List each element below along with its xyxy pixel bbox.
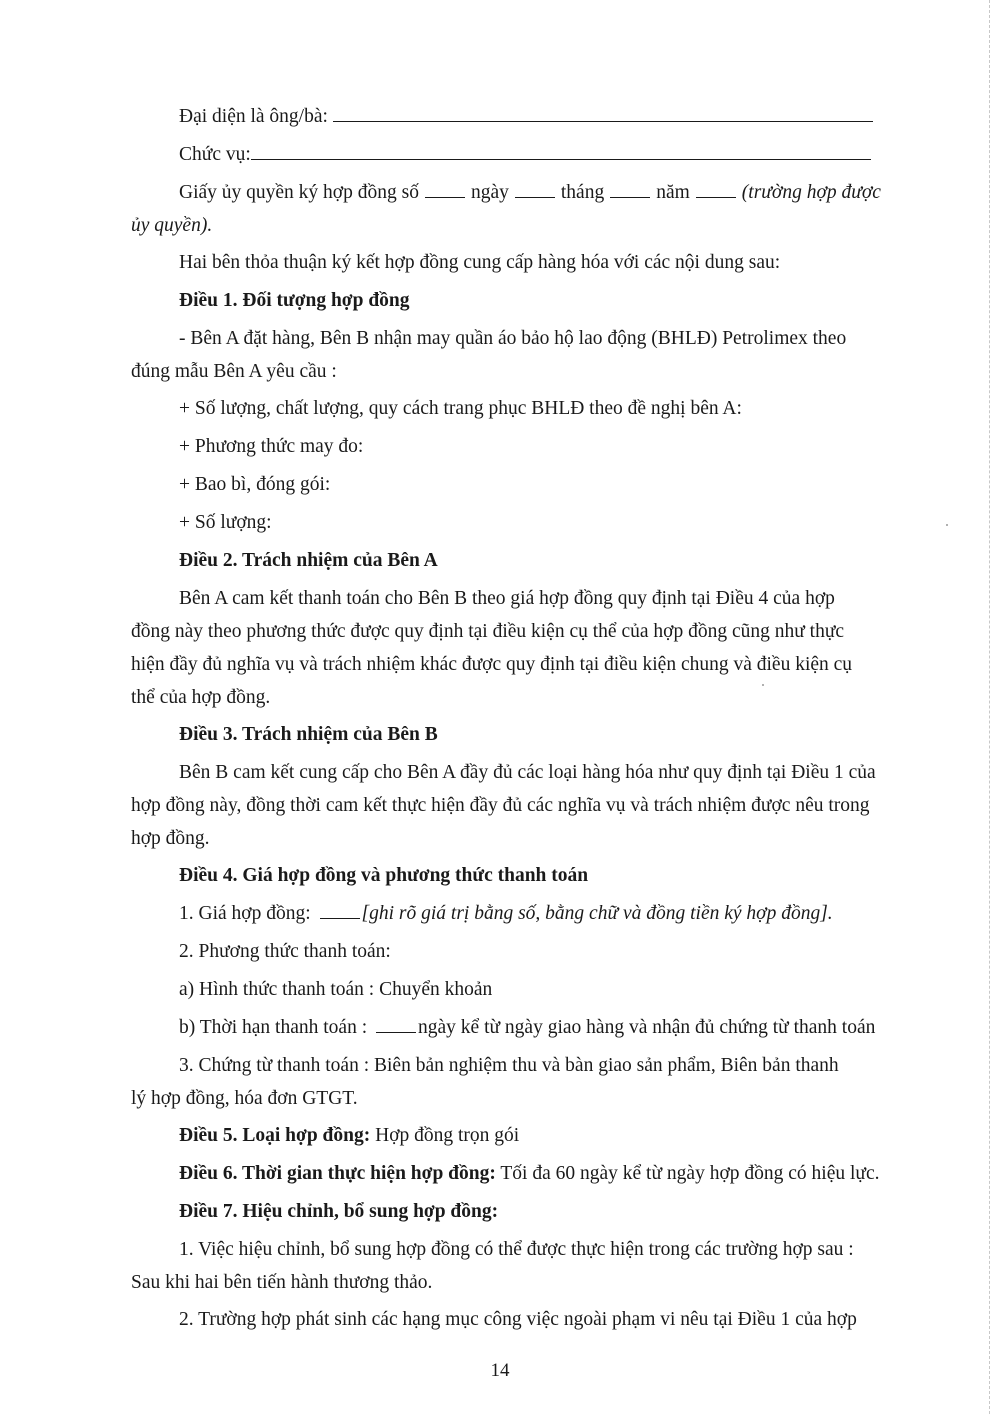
authorization-year-blank: [696, 196, 736, 198]
article-4-price-line: 1. Giá hợp đồng: [ghi rõ giá trị bằng số, bằng chữ và đồng tiền ký hợp đồng].: [179, 903, 833, 924]
scan-speck: [946, 524, 948, 526]
article-4-method-b: b) Thời hạn thanh toán : ngày kể từ ngày giao hàng và nhận đủ chứng từ thanh toán: [179, 1017, 876, 1038]
article-4-method-a: a) Hình thức thanh toán : Chuyển khoản: [179, 979, 493, 1000]
article-7-item-2: 2. Trường hợp phát sinh các hạng mục công việc ngoài phạm vi nêu tại Điều 1 của hợp: [179, 1309, 857, 1330]
article-1-title: Điều 1. Đối tượng hợp đồng: [179, 290, 410, 311]
representative-fill-line: [333, 120, 873, 122]
authorization-month-blank: [610, 196, 650, 198]
authorization-day-blank: [515, 196, 555, 198]
article-2-title: Điều 2. Trách nhiệm của Bên A: [179, 550, 438, 571]
authorization-paragraph: Giấy ủy quyền ký hợp đồng số ngày tháng năm (trường hợp được ủy quyền).: [131, 182, 881, 236]
article-7-item-1: 1. Việc hiệu chỉnh, bổ sung hợp đồng có thể được thực hiện trong các trường hợp sau : Sau khi hai bên tiến hành thương thảo.: [131, 1239, 854, 1293]
article-2-paragraph: Bên A cam kết thanh toán cho Bên B theo giá hợp đồng quy định tại Điều 4 của hợp đồng này theo phương thức được quy định tại điều kiện cụ thể của hợp đồng cũng như thực hiện đầy đủ nghĩa vụ và trách nhiệm khác được quy định tại điều kiện chung và điều kiện cụ thể của hợp đồng.: [131, 588, 853, 708]
authorization-number-blank: [425, 196, 465, 198]
document-body: [131, 100, 921, 1341]
position-line: Chức vụ:: [131, 138, 921, 172]
representative-line: Đại diện là ông/bà:: [131, 100, 921, 134]
article-1-item: + Phương thức may đo:: [179, 436, 364, 457]
article-6-line: Điều 6. Thời gian thực hiện hợp đồng: Tối đa 60 ngày kể từ ngày hợp đồng có hiệu lực.: [179, 1163, 880, 1184]
article-1-item: + Số lượng:: [179, 512, 272, 533]
article-3-paragraph: Bên B cam kết cung cấp cho Bên A đầy đủ các loại hàng hóa như quy định tại Điều 1 của hợp đồng này, đồng thời cam kết thực hiện đầy đủ các nghĩa vụ và trách nhiệm được nêu trong hợp đồng.: [131, 762, 876, 849]
page-edge: [989, 0, 990, 1414]
article-3-title: Điều 3. Trách nhiệm của Bên B: [179, 724, 438, 745]
article-4-method-label: 2. Phương thức thanh toán:: [179, 941, 391, 962]
article-7-title: Điều 7. Hiệu chỉnh, bổ sung hợp đồng:: [179, 1201, 499, 1222]
payment-days-blank: [376, 1031, 416, 1033]
article-1-item: + Bao bì, đóng gói:: [179, 474, 331, 495]
article-5-line: Điều 5. Loại hợp đồng: Hợp đồng trọn gói: [179, 1125, 520, 1146]
page-number: 14: [490, 1360, 510, 1381]
article-4-title: Điều 4. Giá hợp đồng và phương thức thanh toán: [179, 865, 589, 886]
price-blank: [320, 917, 360, 919]
article-4-documents-paragraph: 3. Chứng từ thanh toán : Biên bản nghiệm thu và bàn giao sản phẩm, Biên bản thanh lý hợp đồng, hóa đơn GTGT.: [131, 1055, 839, 1109]
position-fill-line: [251, 158, 871, 160]
article-1-paragraph: - Bên A đặt hàng, Bên B nhận may quần áo bảo hộ lao động (BHLĐ) Petrolimex theo đúng mẫu Bên A yêu cầu :: [131, 328, 847, 382]
intro-paragraph: Hai bên thỏa thuận ký kết hợp đồng cung cấp hàng hóa với các nội dung sau:: [179, 252, 781, 273]
article-1-item: + Số lượng, chất lượng, quy cách trang phục BHLĐ theo đề nghị bên A:: [179, 398, 742, 419]
